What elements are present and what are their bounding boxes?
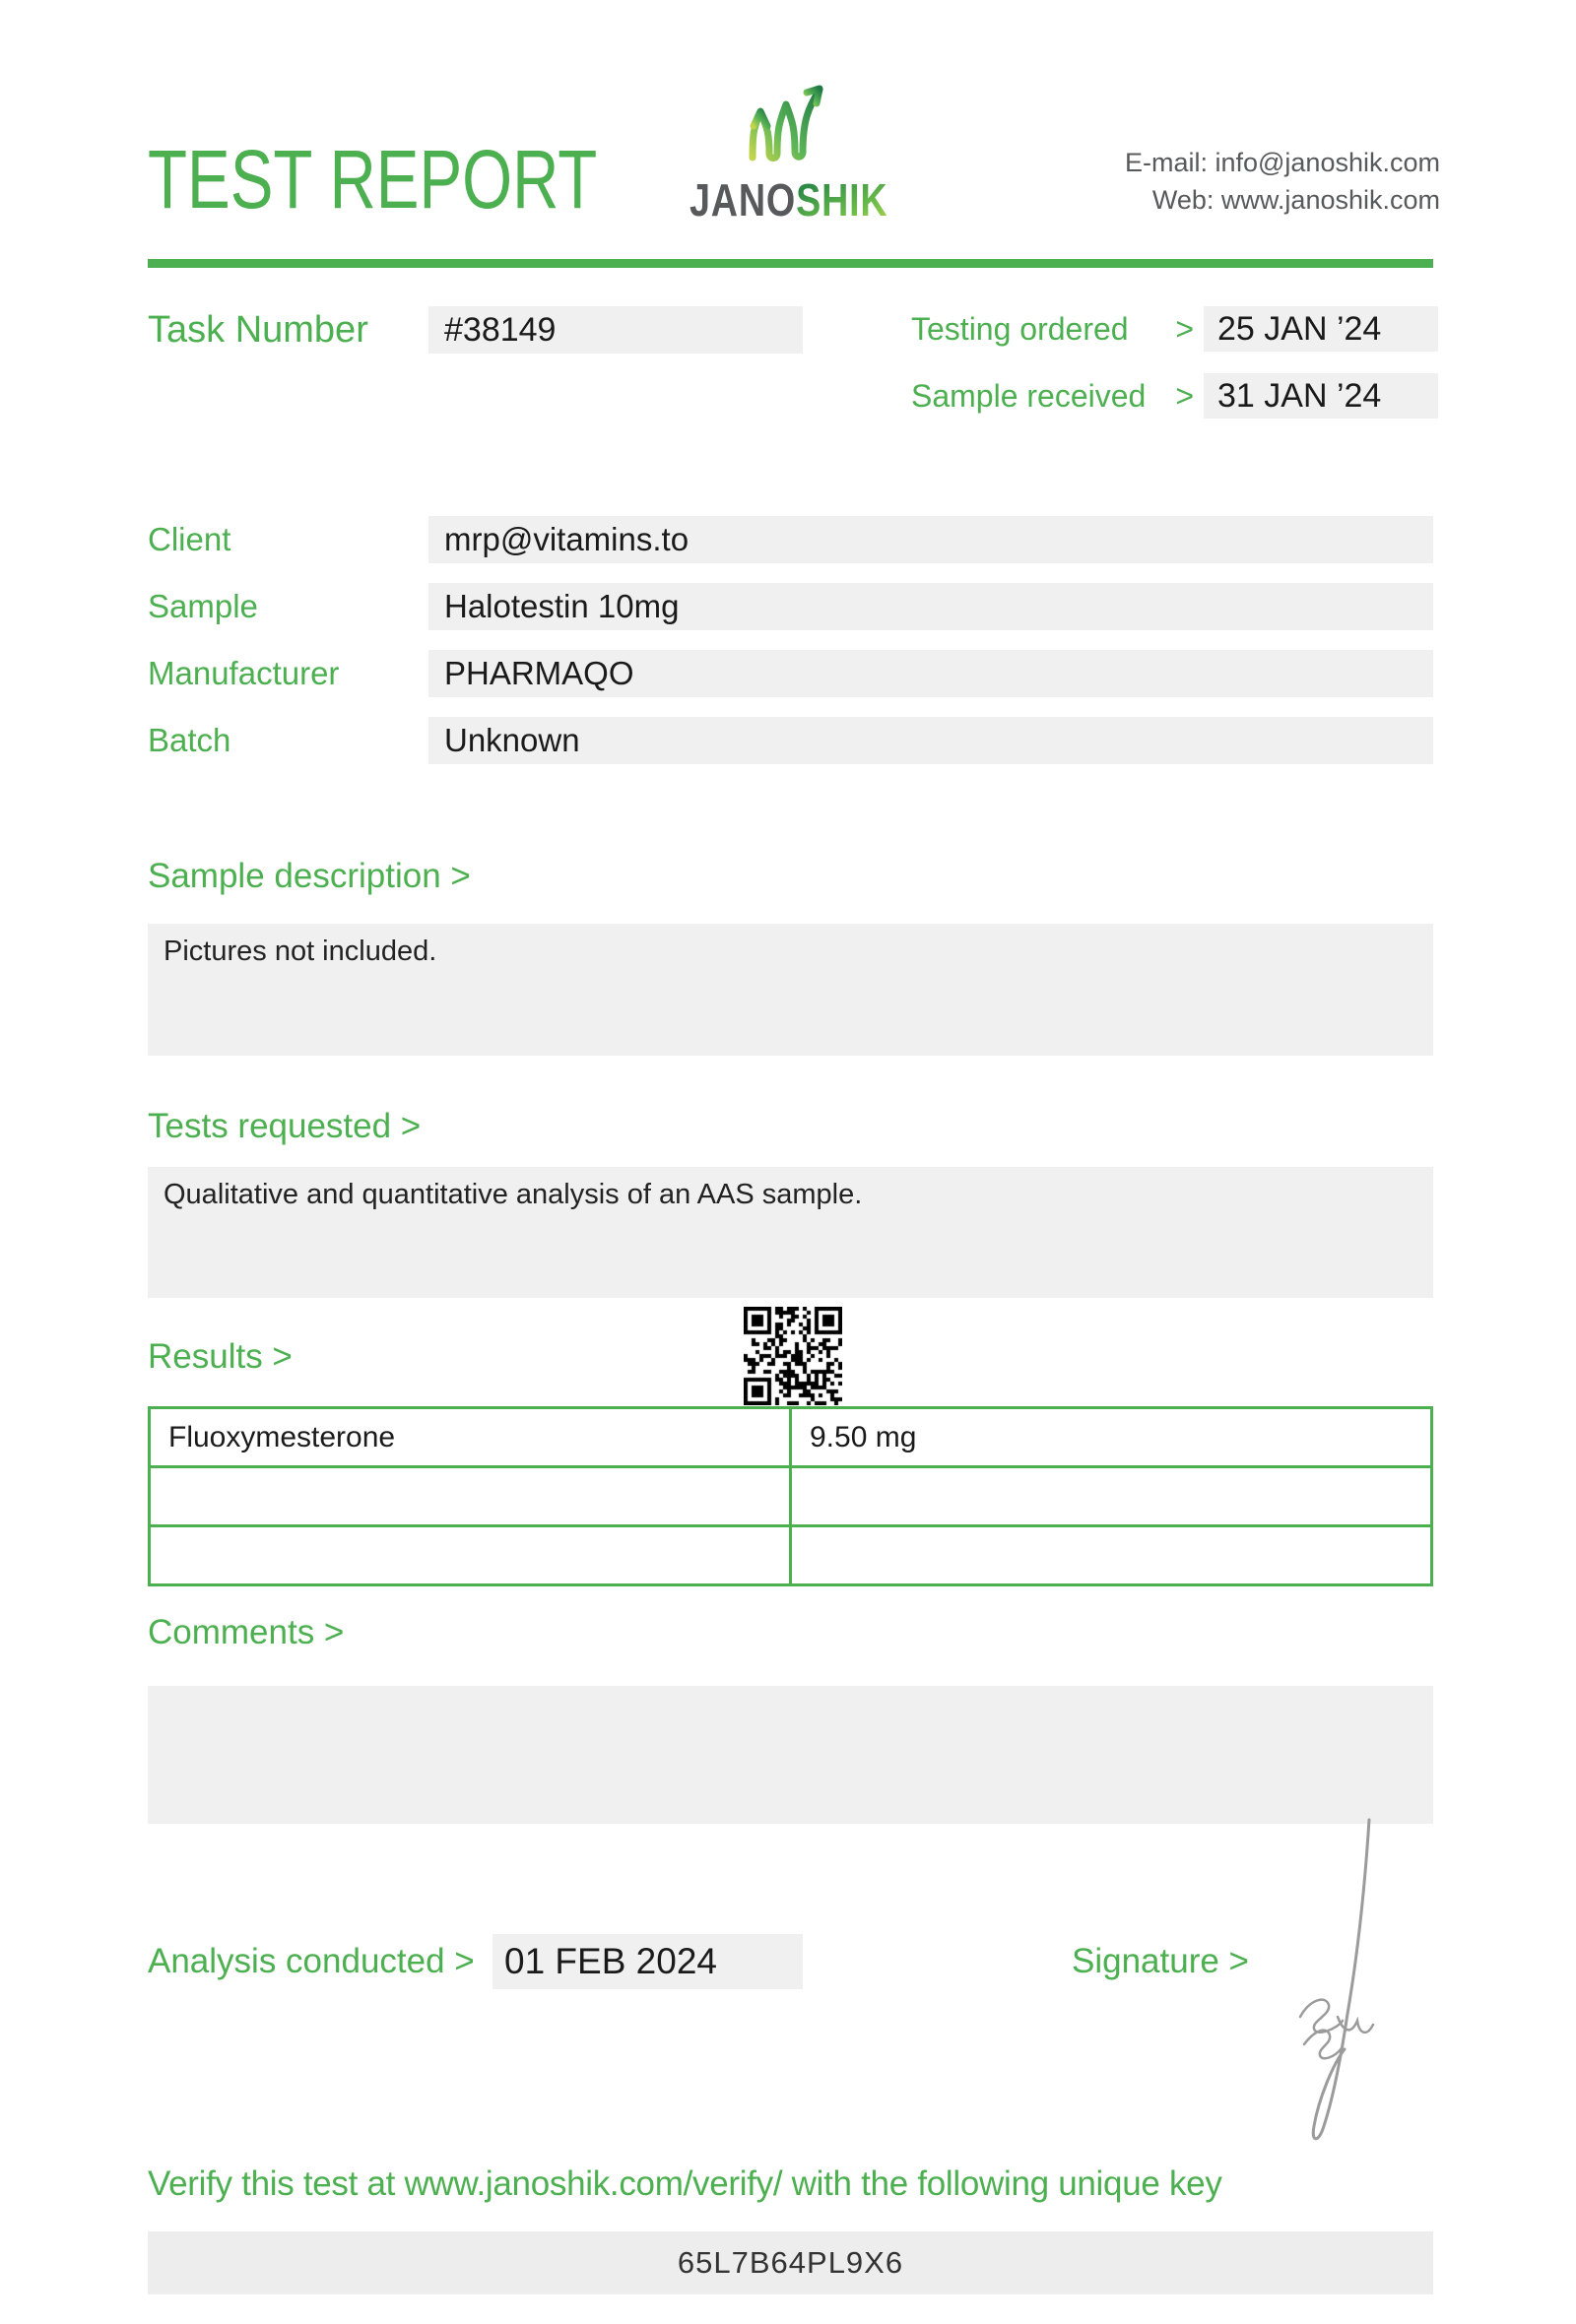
results-analyte-cell: Fluoxymesterone — [150, 1408, 791, 1467]
sample-label: Sample — [148, 588, 258, 624]
comments-box — [148, 1686, 1433, 1824]
chevron-right-icon: > — [1175, 310, 1194, 347]
analysis-date-field — [492, 1934, 803, 1989]
contact-email: E-mail: info@janoshik.com — [1124, 148, 1440, 177]
results-analyte-cell — [150, 1526, 791, 1585]
tests-requested-heading: Tests requested > — [148, 1107, 422, 1145]
comments-text — [148, 1686, 1433, 1710]
janoshik-logo-wordmark — [690, 173, 932, 226]
signature-image — [1243, 1812, 1415, 2162]
sample-field — [428, 583, 1433, 630]
results-heading: Results > — [148, 1337, 293, 1376]
sample-description-box — [148, 924, 1433, 1056]
batch-value: Unknown — [444, 722, 580, 758]
testing-ordered-value: 25 JAN ’24 — [1217, 310, 1382, 348]
manufacturer-field — [428, 650, 1433, 697]
client-value: mrp@vitamins.to — [444, 521, 690, 557]
logo-jano-text: JANO — [690, 174, 797, 226]
signature-label: Signature > — [1072, 1942, 1249, 1980]
results-row — [150, 1408, 1432, 1467]
janoshik-logo-icon — [741, 81, 835, 176]
testing-ordered-label: Testing ordered > — [911, 310, 1194, 347]
sample-received-label: Sample received > — [911, 377, 1194, 414]
client-label: Client — [148, 521, 231, 557]
results-amount-cell — [791, 1526, 1432, 1585]
results-amount-cell — [791, 1467, 1432, 1526]
analysis-conducted-label: Analysis conducted > — [148, 1942, 475, 1980]
chevron-right-icon: > — [1175, 377, 1194, 414]
sample-value: Halotestin 10mg — [444, 588, 680, 624]
batch-label: Batch — [148, 722, 231, 758]
client-field — [428, 516, 1433, 563]
results-row — [150, 1467, 1432, 1526]
comments-heading: Comments > — [148, 1613, 345, 1651]
task-number-field — [428, 306, 803, 354]
verify-instruction: Verify this test at www.janoshik.com/verify/ with the following unique key — [148, 2164, 1222, 2203]
sample-description-heading: Sample description > — [148, 857, 471, 895]
logo-shik-text: SHIK — [796, 174, 888, 226]
sample-description-text: Pictures not included. — [164, 936, 437, 967]
task-number-label: Task Number — [148, 309, 368, 351]
contact-info — [1125, 144, 1440, 219]
task-number-value: #38149 — [444, 311, 557, 349]
results-analyte-cell — [150, 1467, 791, 1526]
results-row — [150, 1526, 1432, 1585]
unique-key-box — [148, 2231, 1433, 2294]
testing-ordered-field — [1204, 306, 1438, 352]
unique-key-value: 65L7B64PL9X6 — [677, 2245, 904, 2280]
sample-received-field — [1204, 373, 1438, 419]
tests-requested-text: Qualitative and quantitative analysis of an AAS sample. — [164, 1179, 863, 1210]
qr-code — [744, 1307, 842, 1405]
results-table — [148, 1406, 1433, 1586]
page-title — [148, 133, 724, 226]
sample-received-value: 31 JAN ’24 — [1217, 377, 1382, 415]
page-title-text: TEST REPORT — [148, 133, 598, 226]
manufacturer-label: Manufacturer — [148, 655, 340, 691]
batch-field — [428, 717, 1433, 764]
results-amount-cell: 9.50 mg — [791, 1408, 1432, 1467]
contact-web: Web: www.janoshik.com — [1151, 185, 1440, 215]
header-divider — [148, 259, 1433, 268]
analysis-date-value: 01 FEB 2024 — [504, 1941, 717, 1981]
tests-requested-box — [148, 1167, 1433, 1298]
manufacturer-value: PHARMAQO — [444, 655, 634, 691]
